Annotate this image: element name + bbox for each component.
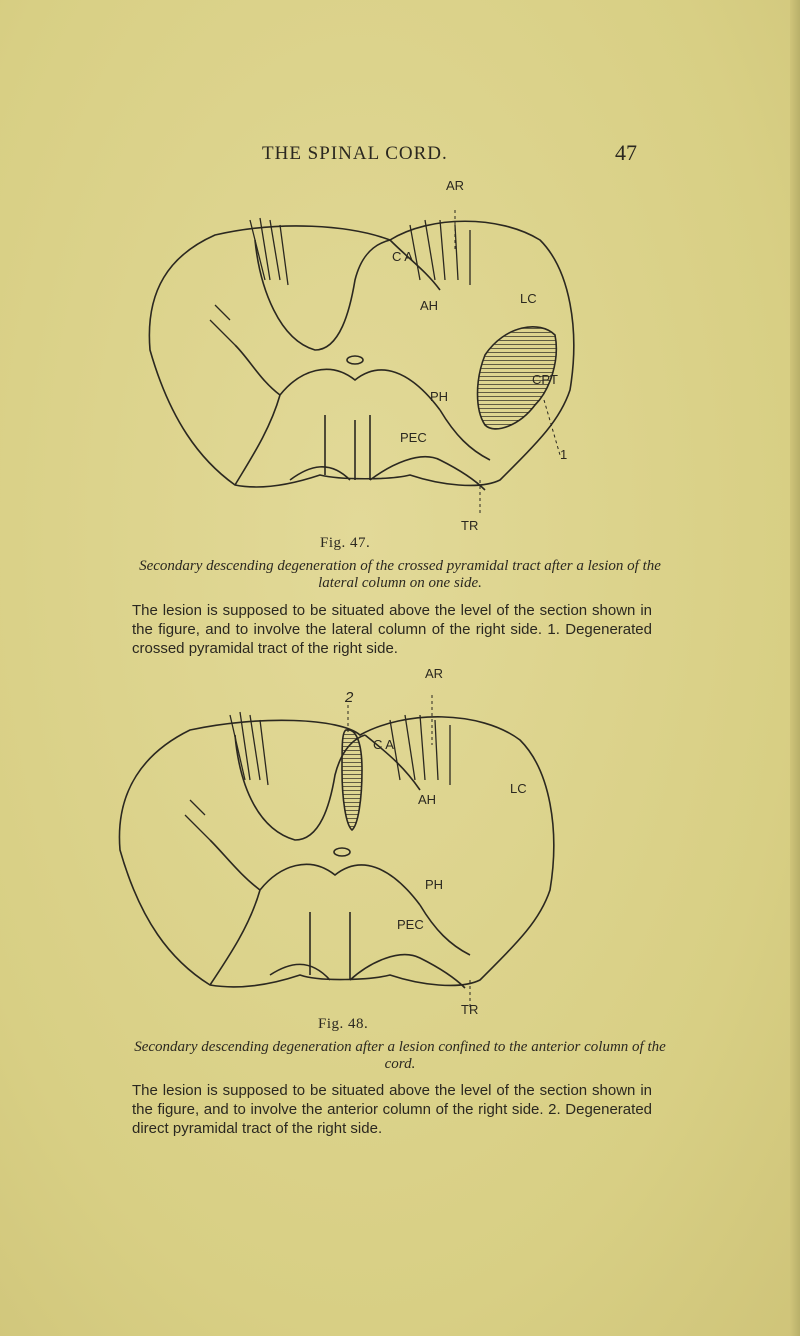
fig48-caption: Secondary descending degeneration after a lesion confined to the anterior column of the cord.	[134, 1039, 666, 1072]
fig48-label-tr: TR	[461, 1002, 479, 1017]
fig47-caption: Secondary descending degeneration of the crossed pyramidal tract after a lesion of the lateral column on one side.	[139, 558, 661, 591]
fig47-label-cpt: CPT	[532, 372, 558, 387]
fig48-label-ph: PH	[425, 877, 444, 892]
fig48-label-pec: PEC	[397, 917, 424, 932]
fig47-label-tr: TR	[461, 518, 479, 533]
fig47-description: The lesion is supposed to be situated above the level of the section shown in the figure, and to involve the lateral column of the right side. 1. Degenerated crossed pyramidal tract of the right side.	[132, 602, 652, 657]
figure-48-spinal-cord-drawing	[110, 690, 580, 1020]
fig48-label-lc: LC	[510, 781, 527, 796]
fig47-label-pec: PEC	[400, 430, 427, 445]
figure-47-spinal-cord-drawing	[140, 180, 600, 530]
page-number: 47	[615, 140, 637, 165]
fig47-label-ca: C A	[392, 249, 413, 264]
fig47-label-ar: AR	[446, 178, 465, 193]
fig47-label-ah: AH	[420, 298, 439, 313]
fig47-title: Fig. 47.	[320, 535, 371, 551]
degenerated-tract-2	[342, 730, 362, 830]
fig48-description: The lesion is supposed to be situated above the level of the section shown in the figure, and to involve the anterior column of the right side. 2. Degenerated direct pyramidal tract of the right side.	[132, 1082, 652, 1137]
fig47-label-ph: PH	[430, 389, 449, 404]
fig48-label-ca: C A	[373, 737, 394, 752]
page-edge	[790, 0, 800, 1336]
fig48-label-2: 2	[345, 689, 354, 706]
fig48-title: Fig. 48.	[318, 1016, 369, 1032]
fig47-label-1: 1	[560, 447, 568, 462]
fig47-label-lc: LC	[520, 291, 537, 306]
fig48-label-ah: AH	[418, 792, 437, 807]
running-title: THE SPINAL CORD.	[262, 143, 448, 164]
fig48-label-ar: AR	[425, 666, 444, 681]
